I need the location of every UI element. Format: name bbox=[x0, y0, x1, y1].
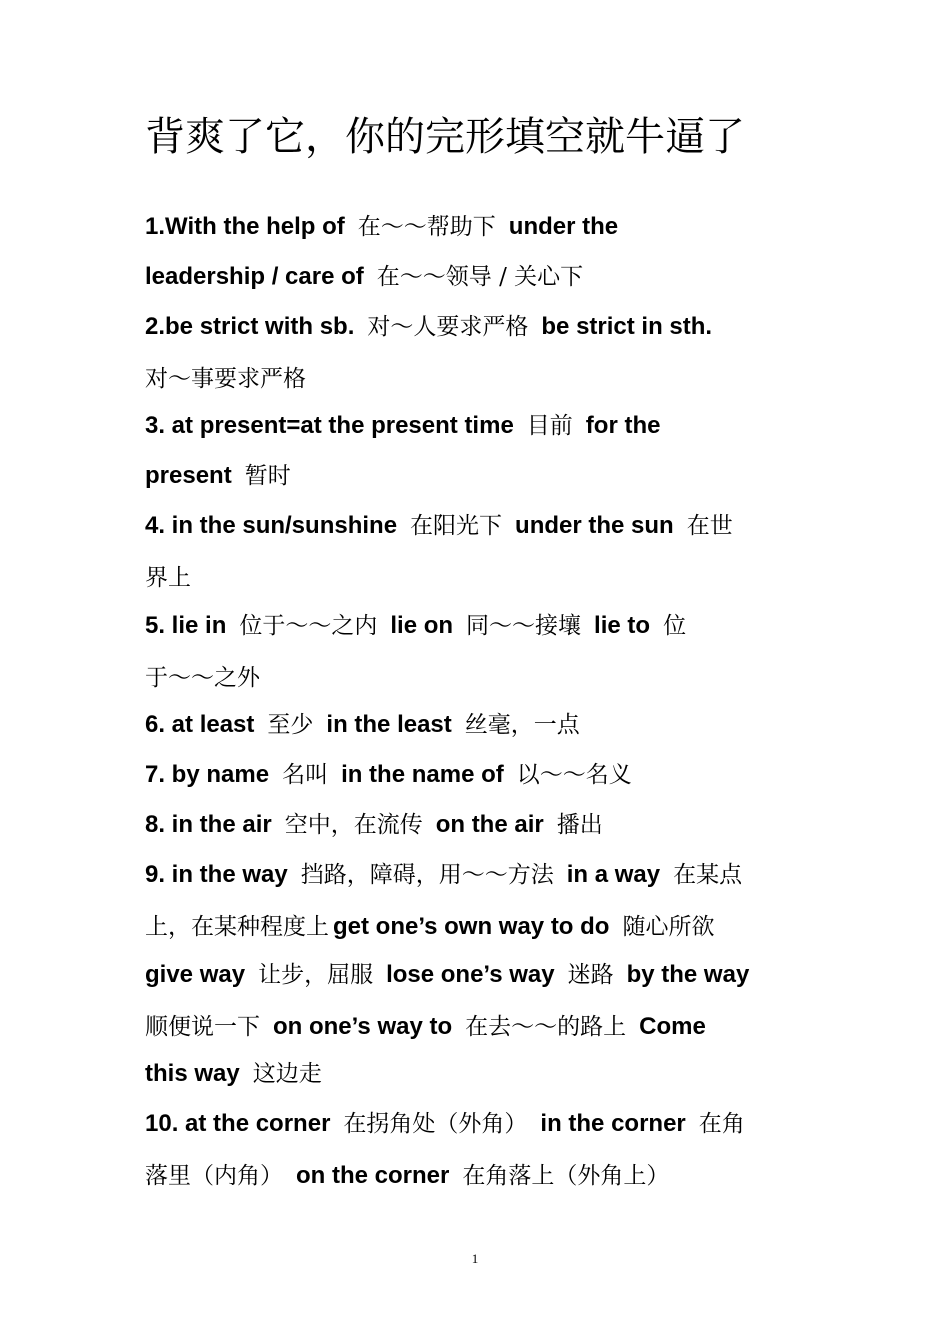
english-phrase: on one’s way to bbox=[273, 1013, 453, 1040]
chinese-meaning: 界上 bbox=[145, 565, 191, 591]
english-phrase: 7. by name bbox=[145, 761, 270, 788]
chinese-meaning: 在角 bbox=[698, 1111, 745, 1137]
chinese-meaning: 在去～～的路上 bbox=[465, 1014, 627, 1040]
english-phrase: leadership / care of bbox=[145, 263, 364, 290]
chinese-meaning: 暂时 bbox=[244, 463, 291, 489]
page-title: 背爽了它，你的完形填空就牛逼了 bbox=[145, 114, 745, 160]
chinese-meaning: 以～～名义 bbox=[516, 762, 632, 788]
english-phrase: in the name of bbox=[341, 761, 504, 788]
chinese-meaning: 名叫 bbox=[282, 762, 329, 788]
chinese-meaning: 在世 bbox=[686, 513, 733, 539]
english-phrase: this way bbox=[145, 1060, 240, 1087]
chinese-meaning: 挡路，障碍，用～～方法 bbox=[300, 862, 554, 888]
chinese-meaning: 迷路 bbox=[567, 962, 614, 988]
phrase-line bbox=[145, 1059, 322, 1089]
english-phrase: in the corner bbox=[540, 1110, 686, 1137]
chinese-meaning: 在～～帮助下 bbox=[357, 214, 496, 240]
english-phrase: get one’s own way to do bbox=[333, 913, 610, 940]
chinese-meaning: 在阳光下 bbox=[410, 513, 503, 539]
chinese-meaning: 对～事要求严格 bbox=[145, 366, 306, 392]
chinese-meaning: 空中，在流传 bbox=[284, 812, 423, 838]
english-phrase: by the way bbox=[626, 961, 750, 988]
chinese-meaning: 位于～～之内 bbox=[239, 613, 378, 639]
chinese-meaning: 这边走 bbox=[252, 1061, 322, 1087]
chinese-meaning: 落里（内角） bbox=[145, 1163, 283, 1189]
english-phrase: present bbox=[145, 462, 232, 489]
english-phrase: 10. at the corner bbox=[145, 1110, 331, 1137]
phrase-line bbox=[145, 810, 603, 840]
english-phrase: in a way bbox=[566, 861, 661, 888]
english-phrase: be strict in sth. bbox=[541, 313, 713, 340]
english-phrase: Come bbox=[639, 1013, 706, 1040]
english-phrase: lie to bbox=[594, 612, 651, 639]
phrase-line bbox=[145, 312, 712, 342]
chinese-meaning: 顺便说一下 bbox=[145, 1014, 260, 1040]
english-phrase: 2.be strict with sb. bbox=[145, 313, 355, 340]
chinese-meaning: 播出 bbox=[556, 812, 603, 838]
english-phrase: 1.With the help of bbox=[145, 213, 345, 240]
english-phrase: on the corner bbox=[296, 1162, 450, 1189]
phrase-line bbox=[145, 710, 580, 740]
phrase-line bbox=[145, 912, 714, 942]
english-phrase: under the bbox=[508, 213, 619, 240]
phrase-line bbox=[145, 1012, 706, 1042]
chinese-meaning: 对～人要求严格 bbox=[367, 314, 529, 340]
english-phrase: 5. lie in bbox=[145, 612, 227, 639]
chinese-meaning: 在某点 bbox=[673, 862, 743, 888]
chinese-meaning: 在拐角处（外角） bbox=[343, 1111, 528, 1137]
chinese-meaning: 至少 bbox=[267, 712, 314, 738]
chinese-meaning: 在角落上（外角上） bbox=[462, 1163, 670, 1189]
phrase-line bbox=[145, 212, 618, 242]
page-number: 1 bbox=[471, 1251, 479, 1266]
english-phrase: under the sun bbox=[515, 512, 674, 539]
english-phrase: 9. in the way bbox=[145, 861, 288, 888]
chinese-meaning: 同～～接壤 bbox=[466, 613, 582, 639]
english-phrase: lose one’s way bbox=[386, 961, 555, 988]
phrase-line bbox=[145, 511, 733, 541]
english-phrase: 3. at present=at the present time bbox=[145, 412, 514, 439]
english-phrase: 4. in the sun/sunshine bbox=[145, 512, 398, 539]
chinese-meaning: 位 bbox=[663, 613, 687, 639]
chinese-meaning: 丝毫，一点 bbox=[464, 712, 580, 738]
english-phrase: for the bbox=[585, 412, 661, 439]
phrase-line bbox=[145, 611, 686, 641]
english-phrase: 6. at least bbox=[145, 711, 255, 738]
phrase-line bbox=[145, 461, 291, 491]
chinese-meaning: 于～～之外 bbox=[145, 665, 260, 691]
phrase-line bbox=[145, 364, 306, 394]
english-phrase: 8. in the air bbox=[145, 811, 272, 838]
phrase-line bbox=[145, 1161, 669, 1191]
phrase-line bbox=[145, 411, 660, 441]
english-phrase: on the air bbox=[435, 811, 544, 838]
phrase-line bbox=[145, 960, 749, 990]
chinese-meaning: 上，在某种程度上 bbox=[145, 914, 329, 940]
phrase-line bbox=[145, 563, 191, 593]
chinese-meaning: 目前 bbox=[526, 413, 573, 439]
chinese-meaning: 在～～领导 / 关心下 bbox=[376, 264, 584, 290]
english-phrase: lie on bbox=[390, 612, 454, 639]
phrase-line bbox=[145, 760, 632, 790]
chinese-meaning: 随心所欲 bbox=[622, 914, 715, 940]
chinese-meaning: 让步，屈服 bbox=[258, 962, 374, 988]
phrase-line bbox=[145, 262, 583, 292]
phrase-line bbox=[145, 860, 742, 890]
phrase-line bbox=[145, 663, 260, 693]
english-phrase: in the least bbox=[326, 711, 452, 738]
phrase-line bbox=[145, 1109, 745, 1139]
english-phrase: give way bbox=[145, 961, 246, 988]
